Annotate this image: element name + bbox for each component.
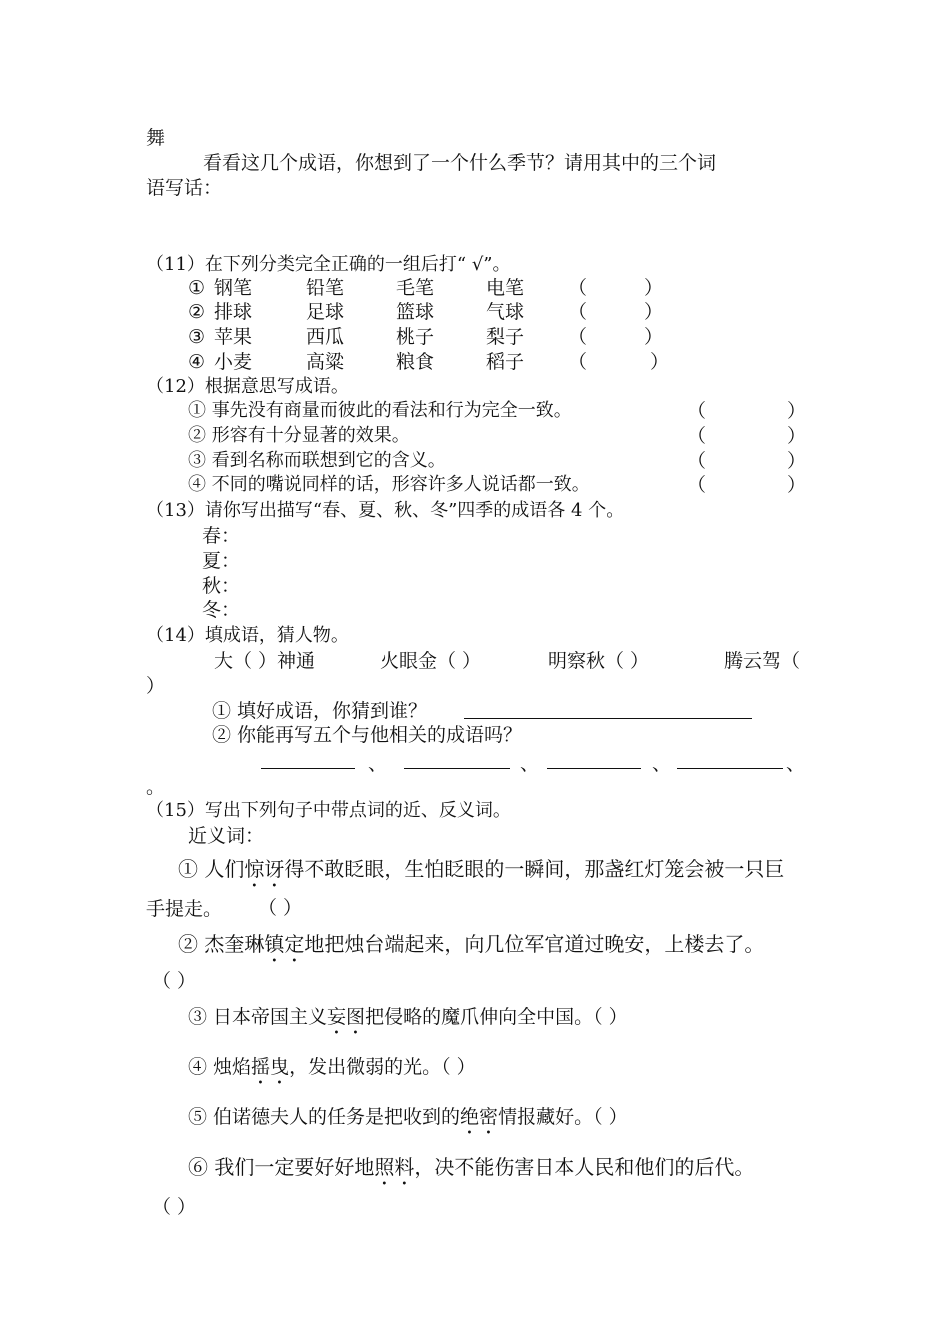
- answer-paren: （ ）: [152, 1196, 197, 1218]
- season-winter: 冬：: [202, 599, 241, 621]
- sentence-text: 得不敢眨眼，生怕眨眼的一瞬间，那盏红灯笼会被一只巨: [284, 857, 785, 881]
- sentence-text: ④ 烛焰: [188, 1056, 252, 1078]
- row-number: ②: [188, 301, 206, 323]
- season-autumn: 秋：: [202, 575, 241, 597]
- sentence-text: 地把烛台端起来，向几位军官道过晚安，上楼去了。: [304, 932, 765, 956]
- answer-paren-left: （: [687, 450, 707, 472]
- word: 粮食: [396, 351, 435, 373]
- answer-paren-right: ）: [650, 351, 670, 373]
- synonym-label: 近义词：: [188, 825, 265, 847]
- answer-paren-right: ）: [787, 474, 807, 496]
- word: 钢笔: [214, 277, 253, 299]
- word: 铅笔: [306, 277, 345, 299]
- answer-paren: （ ）: [593, 1006, 628, 1028]
- sentence-text: ② 杰奎琳: [178, 932, 265, 956]
- prompt-line-2: 语写话：: [146, 177, 223, 199]
- word: 西瓜: [306, 326, 345, 348]
- sentence-text: ⑥ 我们一定要好好地: [188, 1155, 375, 1179]
- answer-paren-left: （: [568, 326, 588, 348]
- sentence-3: [188, 1005, 628, 1039]
- dotted-word: 摇曳: [251, 1056, 290, 1078]
- word: 篮球: [396, 301, 435, 323]
- answer-line: [404, 768, 510, 769]
- word: 毛笔: [396, 277, 435, 299]
- sentence-2: [178, 932, 764, 967]
- prompt-line-1: 看看这几个成语，你想到了一个什么季节？请用其中的三个词: [203, 152, 717, 174]
- separator: 、: [652, 753, 672, 775]
- answer-line: [547, 768, 641, 769]
- answer-paren-left: （: [687, 425, 707, 447]
- separator: 、: [368, 753, 388, 775]
- word: 气球: [486, 301, 525, 323]
- sentence-5: [188, 1105, 628, 1139]
- dotted-word: 妄图: [327, 1006, 366, 1028]
- word: 苹果: [214, 326, 253, 348]
- item-text: ② 形容有十分显著的效果。: [188, 425, 410, 446]
- q12-title: （12）根据意思写成语。: [146, 376, 349, 397]
- sentence-1-cont: 手提走。: [146, 898, 223, 920]
- dotted-word: 镇定: [264, 932, 305, 956]
- answer-paren-right: ）: [644, 326, 664, 348]
- q13-title: （13）请你写出描写“春、夏、秋、冬”四季的成语各 4 个。: [146, 500, 625, 521]
- row-number: ④: [188, 351, 206, 373]
- row-number: ③: [188, 326, 206, 348]
- word: 高粱: [306, 351, 345, 373]
- q14-sub-1: ① 填好成语，你猜到谁？: [212, 700, 428, 722]
- row-number: ①: [188, 277, 206, 299]
- idiom-blank-1: 大（ ）神通: [214, 650, 316, 672]
- sentence-text: ① 人们: [178, 857, 245, 881]
- answer-paren-left: （: [687, 400, 707, 422]
- answer-paren-right: ）: [787, 450, 807, 472]
- sentence-text: ③ 日本帝国主义: [188, 1006, 328, 1028]
- sentence-1: [178, 857, 784, 892]
- word: 排球: [214, 301, 253, 323]
- q14-sub-2: ② 你能再写五个与他相关的成语吗？: [212, 724, 523, 746]
- answer-paren: （ ）: [593, 1106, 628, 1128]
- answer-paren-right: ）: [787, 425, 807, 447]
- answer-paren-left: （: [568, 277, 588, 299]
- dotted-word: 照料: [374, 1155, 415, 1179]
- answer-line: [261, 768, 355, 769]
- answer-paren-right: ）: [644, 277, 664, 299]
- answer-paren-left: （: [568, 351, 588, 373]
- word: 足球: [306, 301, 345, 323]
- sentence-text: ，发出微弱的光。: [289, 1056, 442, 1078]
- word: 小麦: [214, 351, 253, 373]
- word: 桃子: [396, 326, 435, 348]
- dotted-word: 惊讶: [244, 857, 285, 881]
- idiom-blank-4: 腾云驾（: [724, 650, 801, 672]
- item-text: ④ 不同的嘴说同样的话，形容许多人说话都一致。: [188, 474, 590, 495]
- word: 稻子: [486, 351, 525, 373]
- answer-line: [464, 718, 752, 719]
- q14-title: （14）填成语，猜人物。: [146, 625, 349, 646]
- season-spring: 春：: [202, 525, 241, 547]
- idiom-blank-3: 明察秋（ ）: [548, 650, 650, 672]
- word: 电笔: [486, 277, 525, 299]
- word: 梨子: [486, 326, 525, 348]
- idiom-wrap-paren: ）: [146, 675, 166, 697]
- answer-paren-left: （: [687, 474, 707, 496]
- answer-paren: （ ）: [152, 970, 197, 992]
- sentence-text: ⑤ 伯诺德夫人的任务是把收到的: [188, 1106, 461, 1128]
- idiom-blank-2: 火眼金（ ）: [380, 650, 482, 672]
- sentence-text: 把侵略的魔爪伸向全中国。: [365, 1006, 594, 1028]
- answer-paren-right: ）: [787, 400, 807, 422]
- sentence-4: [188, 1055, 476, 1089]
- answer-line: [677, 768, 783, 769]
- season-summer: 夏：: [202, 550, 241, 572]
- separator: 、: [786, 753, 806, 775]
- item-text: ③ 看到名称而联想到它的含义。: [188, 450, 446, 471]
- answer-paren: （ ）: [258, 897, 303, 919]
- answer-paren-left: （: [568, 301, 588, 323]
- end-mark: 。: [146, 776, 166, 798]
- sentence-6: [188, 1155, 754, 1190]
- answer-paren-right: ）: [644, 301, 664, 323]
- answer-paren: （ ）: [441, 1056, 476, 1078]
- character-wu: 舞: [146, 127, 166, 149]
- q15-title: （15）写出下列句子中带点词的近、反义词。: [146, 800, 511, 821]
- item-text: ① 事先没有商量而彼此的看法和行为完全一致。: [188, 400, 572, 421]
- separator: 、: [520, 753, 540, 775]
- dotted-word: 绝密: [460, 1106, 499, 1128]
- sentence-text: ，决不能伤害日本人民和他们的后代。: [414, 1155, 755, 1179]
- sentence-text: 情报藏好。: [498, 1106, 594, 1128]
- q11-title: （11）在下列分类完全正确的一组后打“ √”。: [146, 254, 511, 275]
